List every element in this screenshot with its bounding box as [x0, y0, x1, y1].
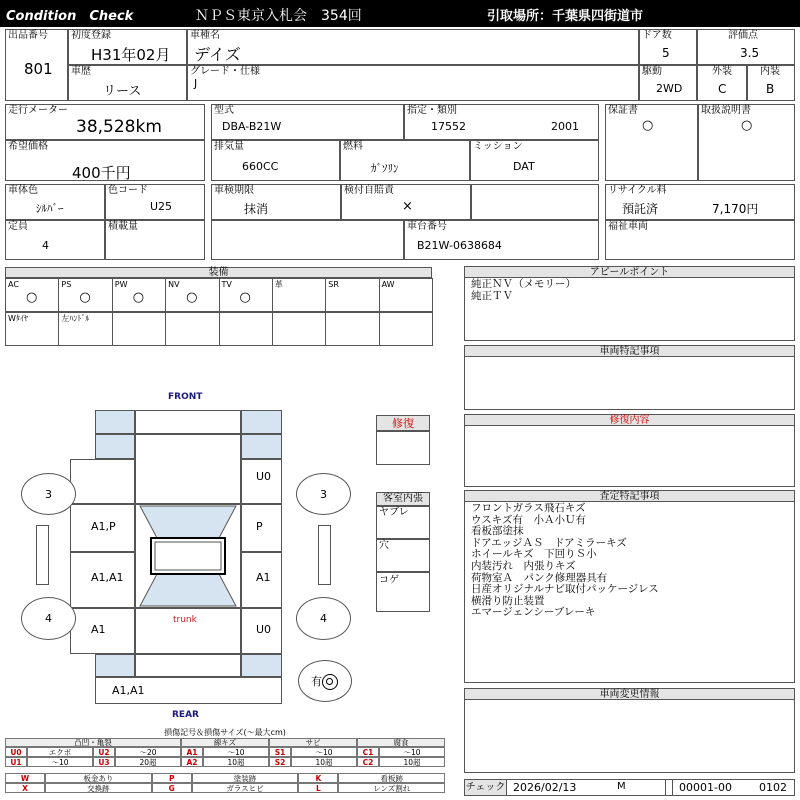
score-label: 評価点: [728, 30, 758, 41]
inspection-cell: [211, 184, 341, 220]
odometer-label: 走行メーター: [8, 105, 68, 116]
front-bumper: [135, 410, 241, 434]
legend-code-meaning: ～20: [115, 747, 181, 757]
chassis-value: B21W-0638684: [417, 239, 502, 252]
legend-code: G: [152, 783, 192, 793]
ext-label: 外装: [712, 66, 732, 77]
warranty-label: 保証書: [608, 105, 638, 116]
fuel-value: ｶﾞｿﾘﾝ: [371, 162, 399, 175]
equipment-cell: [272, 312, 326, 346]
mission-value: DAT: [513, 160, 535, 173]
legend-code-meaning: 塗装跡: [192, 773, 299, 783]
spare-tire-label: 有: [311, 675, 322, 688]
lot-label: 出品番号: [8, 30, 48, 41]
fuel-cell: [340, 140, 470, 181]
chassis-label: 車台番号: [407, 221, 447, 232]
color-value: ｼﾙﾊﾞｰ: [36, 202, 64, 215]
inspection-note-line: ホイールキズ 下回りＳ小: [471, 548, 597, 561]
change-info-title: 車両変更情報: [464, 688, 795, 700]
legend-code-meaning: 10超: [291, 757, 357, 767]
rear-left-door: [70, 552, 135, 608]
interior-burn-label: コゲ: [379, 575, 399, 586]
front-right-fender-code: U0: [256, 470, 272, 483]
designation-value: 17552: [431, 120, 466, 133]
tire-rear-left: [21, 597, 76, 640]
first-reg-cell: [68, 29, 187, 65]
grade-label: グレード・仕様: [190, 66, 260, 77]
color-code-cell: [105, 184, 205, 220]
legend-code-meaning: ～10: [203, 747, 269, 757]
legend-code-meaning: ～10: [291, 747, 357, 757]
legend-group: 線キズ: [181, 738, 269, 747]
equipment-cell: [58, 312, 112, 346]
front-right-door: [241, 504, 282, 552]
warranty-cell: [605, 104, 698, 181]
recycle-cell: [605, 184, 795, 220]
interior-row-hole: [376, 539, 430, 572]
legend-code-meaning: 10超: [379, 757, 445, 767]
rear-left-quarter-code: A1: [91, 623, 106, 636]
self-insurance-label: 検付自賠責: [344, 185, 394, 196]
appeal-line: 純正ＴＶ: [471, 289, 513, 302]
capacity-cell: [5, 220, 105, 260]
front-left-light: [95, 434, 135, 459]
inspection-note-line: ウスキズ有 小Ａ小Ｕ有: [471, 513, 586, 526]
spare-tire-icon: [322, 674, 338, 690]
tire-rear-right: [296, 597, 351, 640]
doors-value: 5: [662, 46, 670, 60]
legend-code-meaning: ガラスヒビ: [192, 783, 299, 793]
change-info-panel: [464, 688, 795, 773]
displacement-label: 排気量: [214, 141, 244, 152]
welfare-cell: [605, 220, 795, 260]
rear-left-door-code: A1,A1: [91, 571, 124, 584]
designation-label: 指定・類別: [407, 105, 457, 116]
legend-groups: [5, 738, 445, 747]
equipment-label: SR: [328, 280, 339, 289]
inspection-note-line: 荷物室Ａ パンク修理器具有: [471, 571, 608, 584]
grade-value: J: [194, 77, 198, 90]
load-label: 積載量: [108, 221, 138, 232]
equipment-label: 革: [274, 280, 283, 289]
int-cell: [747, 65, 795, 101]
front-bumper-left: [95, 410, 135, 434]
rear-right-door: [241, 552, 282, 608]
recycle-status: 預託済: [622, 202, 659, 216]
legend-code: C1: [357, 747, 379, 757]
equipment-mark: ○: [79, 290, 91, 305]
blank-cell-r3: [471, 184, 599, 220]
equipment-grid: [5, 278, 432, 346]
grade-cell: [187, 65, 639, 101]
capacity-label: 定員: [8, 221, 28, 232]
displacement-value: 660CC: [242, 160, 279, 173]
inspection-value: 抹消: [244, 202, 269, 216]
history-cell: [68, 65, 187, 101]
equipment-mark: ○: [132, 290, 145, 305]
rear-label: REAR: [172, 710, 199, 720]
equipment-mark: ○: [186, 290, 198, 305]
legend-code: X: [5, 783, 45, 793]
tire-rear-right-value: 4: [320, 612, 327, 625]
trunk: [135, 608, 241, 654]
inspection-notes-panel: [464, 490, 795, 683]
rear-bumper-code: A1,A1: [112, 684, 145, 697]
model-value: DBA-B21W: [222, 120, 282, 133]
equipment-cell: [325, 312, 379, 346]
front-left-door: [70, 504, 135, 552]
tire-rear-left-value: 4: [45, 612, 52, 625]
legend-code: U1: [5, 757, 27, 767]
interior-hole-label: 穴: [379, 540, 389, 551]
self-insurance-value: ×: [402, 199, 413, 214]
front-left-fender: [70, 459, 135, 504]
front-label: FRONT: [168, 392, 203, 402]
capacity-value: 4: [42, 239, 49, 252]
equipment-cell: [112, 278, 166, 312]
equipment-title: 装備: [5, 267, 432, 278]
int-value: B: [766, 82, 775, 96]
mission-label: ミッション: [473, 141, 523, 152]
footer-date: 2026/02/13: [513, 781, 577, 794]
equipment-label: PW: [114, 280, 128, 289]
footer-bar: [464, 779, 795, 796]
lot-number: 801: [24, 60, 53, 78]
equipment-mark: ○: [26, 290, 38, 305]
color-label: 車体色: [8, 185, 38, 196]
tire-front-right-value: 3: [320, 487, 327, 501]
doors-cell: [639, 29, 697, 65]
recycle-fee: 7,170円: [712, 202, 759, 216]
repair-content-panel: [464, 414, 795, 487]
equipment-cell: [58, 278, 112, 312]
front-right-door-code: P: [256, 520, 263, 533]
legend-code: S2: [269, 757, 291, 767]
lot-cell: [5, 29, 68, 101]
legend-code-meaning: エクボ: [27, 747, 93, 757]
score-cell: [697, 29, 795, 65]
inspection-notes-list: [471, 503, 659, 619]
footer-divider: [665, 779, 673, 796]
front-bumper-right: [241, 410, 282, 434]
inspection-label: 車検期限: [214, 185, 254, 196]
drive-label: 駆動: [642, 66, 662, 77]
trunk-label: trunk: [173, 615, 197, 625]
odometer-value: 38,528km: [76, 117, 162, 137]
score-value: 3.5: [740, 46, 760, 60]
history-value: リース: [103, 84, 142, 99]
color-cell: [5, 184, 105, 220]
recycle-label: リサイクル料: [608, 185, 667, 196]
hood: [135, 434, 241, 504]
inspection-note-line: 横滑り防止装置: [471, 594, 545, 607]
inspection-notes-title: 査定特記事項: [464, 490, 795, 502]
inspection-note-line: 日産オリジナルナビ取付パッケージレス: [471, 583, 659, 596]
equipment-cell: [112, 312, 166, 346]
legend-code: W: [5, 773, 45, 783]
footer-code: 00001-00: [679, 781, 732, 794]
appeal-line: 純正ＮＶ（メモリー）: [471, 278, 576, 290]
car-name-cell: [187, 29, 639, 65]
legend-code-meaning: ～10: [27, 757, 93, 767]
auction-title: ＮＰＳ東京入札会 354回: [195, 8, 362, 24]
color-code-value: U25: [150, 200, 173, 213]
right-mirror: [318, 525, 331, 585]
chassis-cell: [404, 220, 599, 260]
inspection-note-line: エマージェンシーブレーキ: [471, 606, 596, 619]
pickup-location: 引取場所：千葉県四街道市: [487, 9, 644, 24]
equipment-label: PS: [61, 280, 72, 289]
legend-code: U2: [93, 747, 115, 757]
front-right-light: [241, 434, 282, 459]
color-code-label: 色コード: [108, 185, 148, 196]
displacement-cell: [211, 140, 340, 181]
legend-code: K: [298, 773, 338, 783]
legend-code-meaning: レンズ割れ: [338, 783, 445, 793]
doors-label: ドア数: [642, 30, 672, 41]
equipment-cell: [379, 278, 433, 312]
fuel-label: 燃料: [343, 141, 363, 152]
tire-front-left: [21, 473, 76, 515]
first-reg-value: H31年02月: [91, 46, 171, 64]
self-insurance-cell: [341, 184, 471, 220]
equipment-cell: [165, 278, 219, 312]
rear-right-quarter: [241, 608, 282, 654]
equipment-cell: [5, 312, 59, 346]
inspection-note-line: 看板部塗抹: [471, 525, 524, 538]
model-label: 型式: [214, 105, 234, 116]
legend-group: サビ: [269, 738, 357, 747]
odometer-cell: [5, 104, 205, 140]
ext-cell: [697, 65, 747, 101]
inspection-note-line: フロントガラス飛石キズ: [471, 502, 586, 514]
history-label: 車歴: [71, 66, 91, 77]
footer-checker: M: [617, 781, 626, 792]
equipment-cell: [379, 312, 433, 346]
equipment-label: Wﾀｲﾔ: [8, 314, 28, 323]
classification-value: 2001: [551, 120, 579, 133]
equipment-cell: [5, 278, 59, 312]
legend-code-meaning: 10超: [203, 757, 269, 767]
load-cell: [105, 220, 205, 260]
legend-code: C2: [357, 757, 379, 767]
inspection-note-line: 内装汚れ 内張りキズ: [471, 559, 576, 572]
legend-code-meaning: 看板跡: [338, 773, 445, 783]
equipment-cell: [219, 312, 273, 346]
front-left-door-code: A1,P: [91, 520, 116, 533]
legend-code-meaning: 交換跡: [45, 783, 152, 793]
manual-cell: [698, 104, 795, 181]
front-right-fender: [241, 459, 282, 504]
legend-code: A2: [181, 757, 203, 767]
repair-box: [376, 431, 430, 465]
warranty-value: ○: [642, 118, 654, 133]
interior-row-tear: [376, 506, 430, 539]
price-cell: [5, 140, 205, 181]
first-reg-label: 初度登録: [71, 30, 111, 41]
manual-value: ○: [741, 118, 753, 133]
legend-code-meaning: 20超: [115, 757, 181, 767]
legend-code: S1: [269, 747, 291, 757]
car-name-label: 車種名: [190, 30, 220, 41]
blank-cell-r4: [211, 220, 404, 260]
legend-code: U0: [5, 747, 27, 757]
ext-value: C: [718, 82, 727, 96]
mission-cell: [470, 140, 599, 181]
check-label: チェック: [465, 782, 506, 793]
designation-cell: [404, 104, 599, 140]
equipment-label: 左ﾊﾝﾄﾞﾙ: [61, 314, 90, 323]
car-name-value: デイズ: [194, 45, 241, 64]
tire-front-left-value: 3: [45, 487, 52, 501]
interior-title: 客室内張: [376, 492, 430, 506]
price-value: 400千円: [72, 164, 131, 182]
drive-cell: [639, 65, 697, 101]
equipment-cell: [325, 278, 379, 312]
equipment-label: NV: [168, 280, 180, 289]
legend-code: L: [298, 783, 338, 793]
legend-code: U3: [93, 757, 115, 767]
rear-left-quarter: [70, 608, 135, 654]
inspection-note-line: ドアエッジＡＳ ドアミラーキズ: [471, 536, 627, 549]
rear-right-light: [241, 654, 282, 677]
condition-check-title: Condition Check: [6, 9, 134, 24]
welfare-label: 福祉車両: [608, 221, 648, 232]
drive-value: 2WD: [656, 82, 683, 95]
equipment-mark: ○: [239, 290, 251, 305]
damage-legend: [5, 728, 445, 793]
repair-title: 修復: [376, 415, 430, 431]
legend-code-meaning: 板金あり: [45, 773, 152, 783]
left-mirror: [36, 525, 49, 585]
legend-title: 損傷記号＆損傷サイズ(～最大cm): [164, 728, 286, 737]
equipment-label: AC: [8, 280, 19, 289]
price-label: 希望価格: [8, 141, 48, 152]
legend-group: 腐食: [357, 738, 445, 747]
special-title: 車両特記事項: [464, 345, 795, 357]
tire-front-right: [296, 473, 351, 515]
legend-code: P: [152, 773, 192, 783]
interior-row-burn: [376, 572, 430, 612]
model-cell: [211, 104, 404, 140]
legend-code-meaning: ～10: [379, 747, 445, 757]
rear-right-quarter-code: U0: [256, 623, 272, 636]
manual-label: 取扱説明書: [701, 105, 751, 116]
rear-left-light: [95, 654, 135, 677]
appeal-title: アピールポイント: [464, 266, 795, 278]
repair-content-title: 修復内容: [464, 414, 795, 426]
rear-bumper: [95, 677, 282, 704]
int-label: 内装: [760, 66, 780, 77]
footer-num: 0102: [759, 781, 787, 794]
equipment-cell: [219, 278, 273, 312]
equipment-label: TV: [221, 280, 232, 289]
equipment-cell: [165, 312, 219, 346]
special-panel: [464, 345, 795, 410]
interior-tear-label: ヤブレ: [379, 507, 409, 518]
appeal-panel: [464, 266, 795, 341]
legend-code: A1: [181, 747, 203, 757]
header-bar: [0, 0, 800, 27]
rear-right-door-code: A1: [256, 571, 271, 584]
legend-group: 凸凹・亀裂: [5, 738, 181, 747]
cabin-roof-drawing: [135, 504, 241, 608]
equipment-cell: [272, 278, 326, 312]
equipment-label: AW: [381, 280, 395, 289]
rear-panel: [135, 654, 241, 677]
